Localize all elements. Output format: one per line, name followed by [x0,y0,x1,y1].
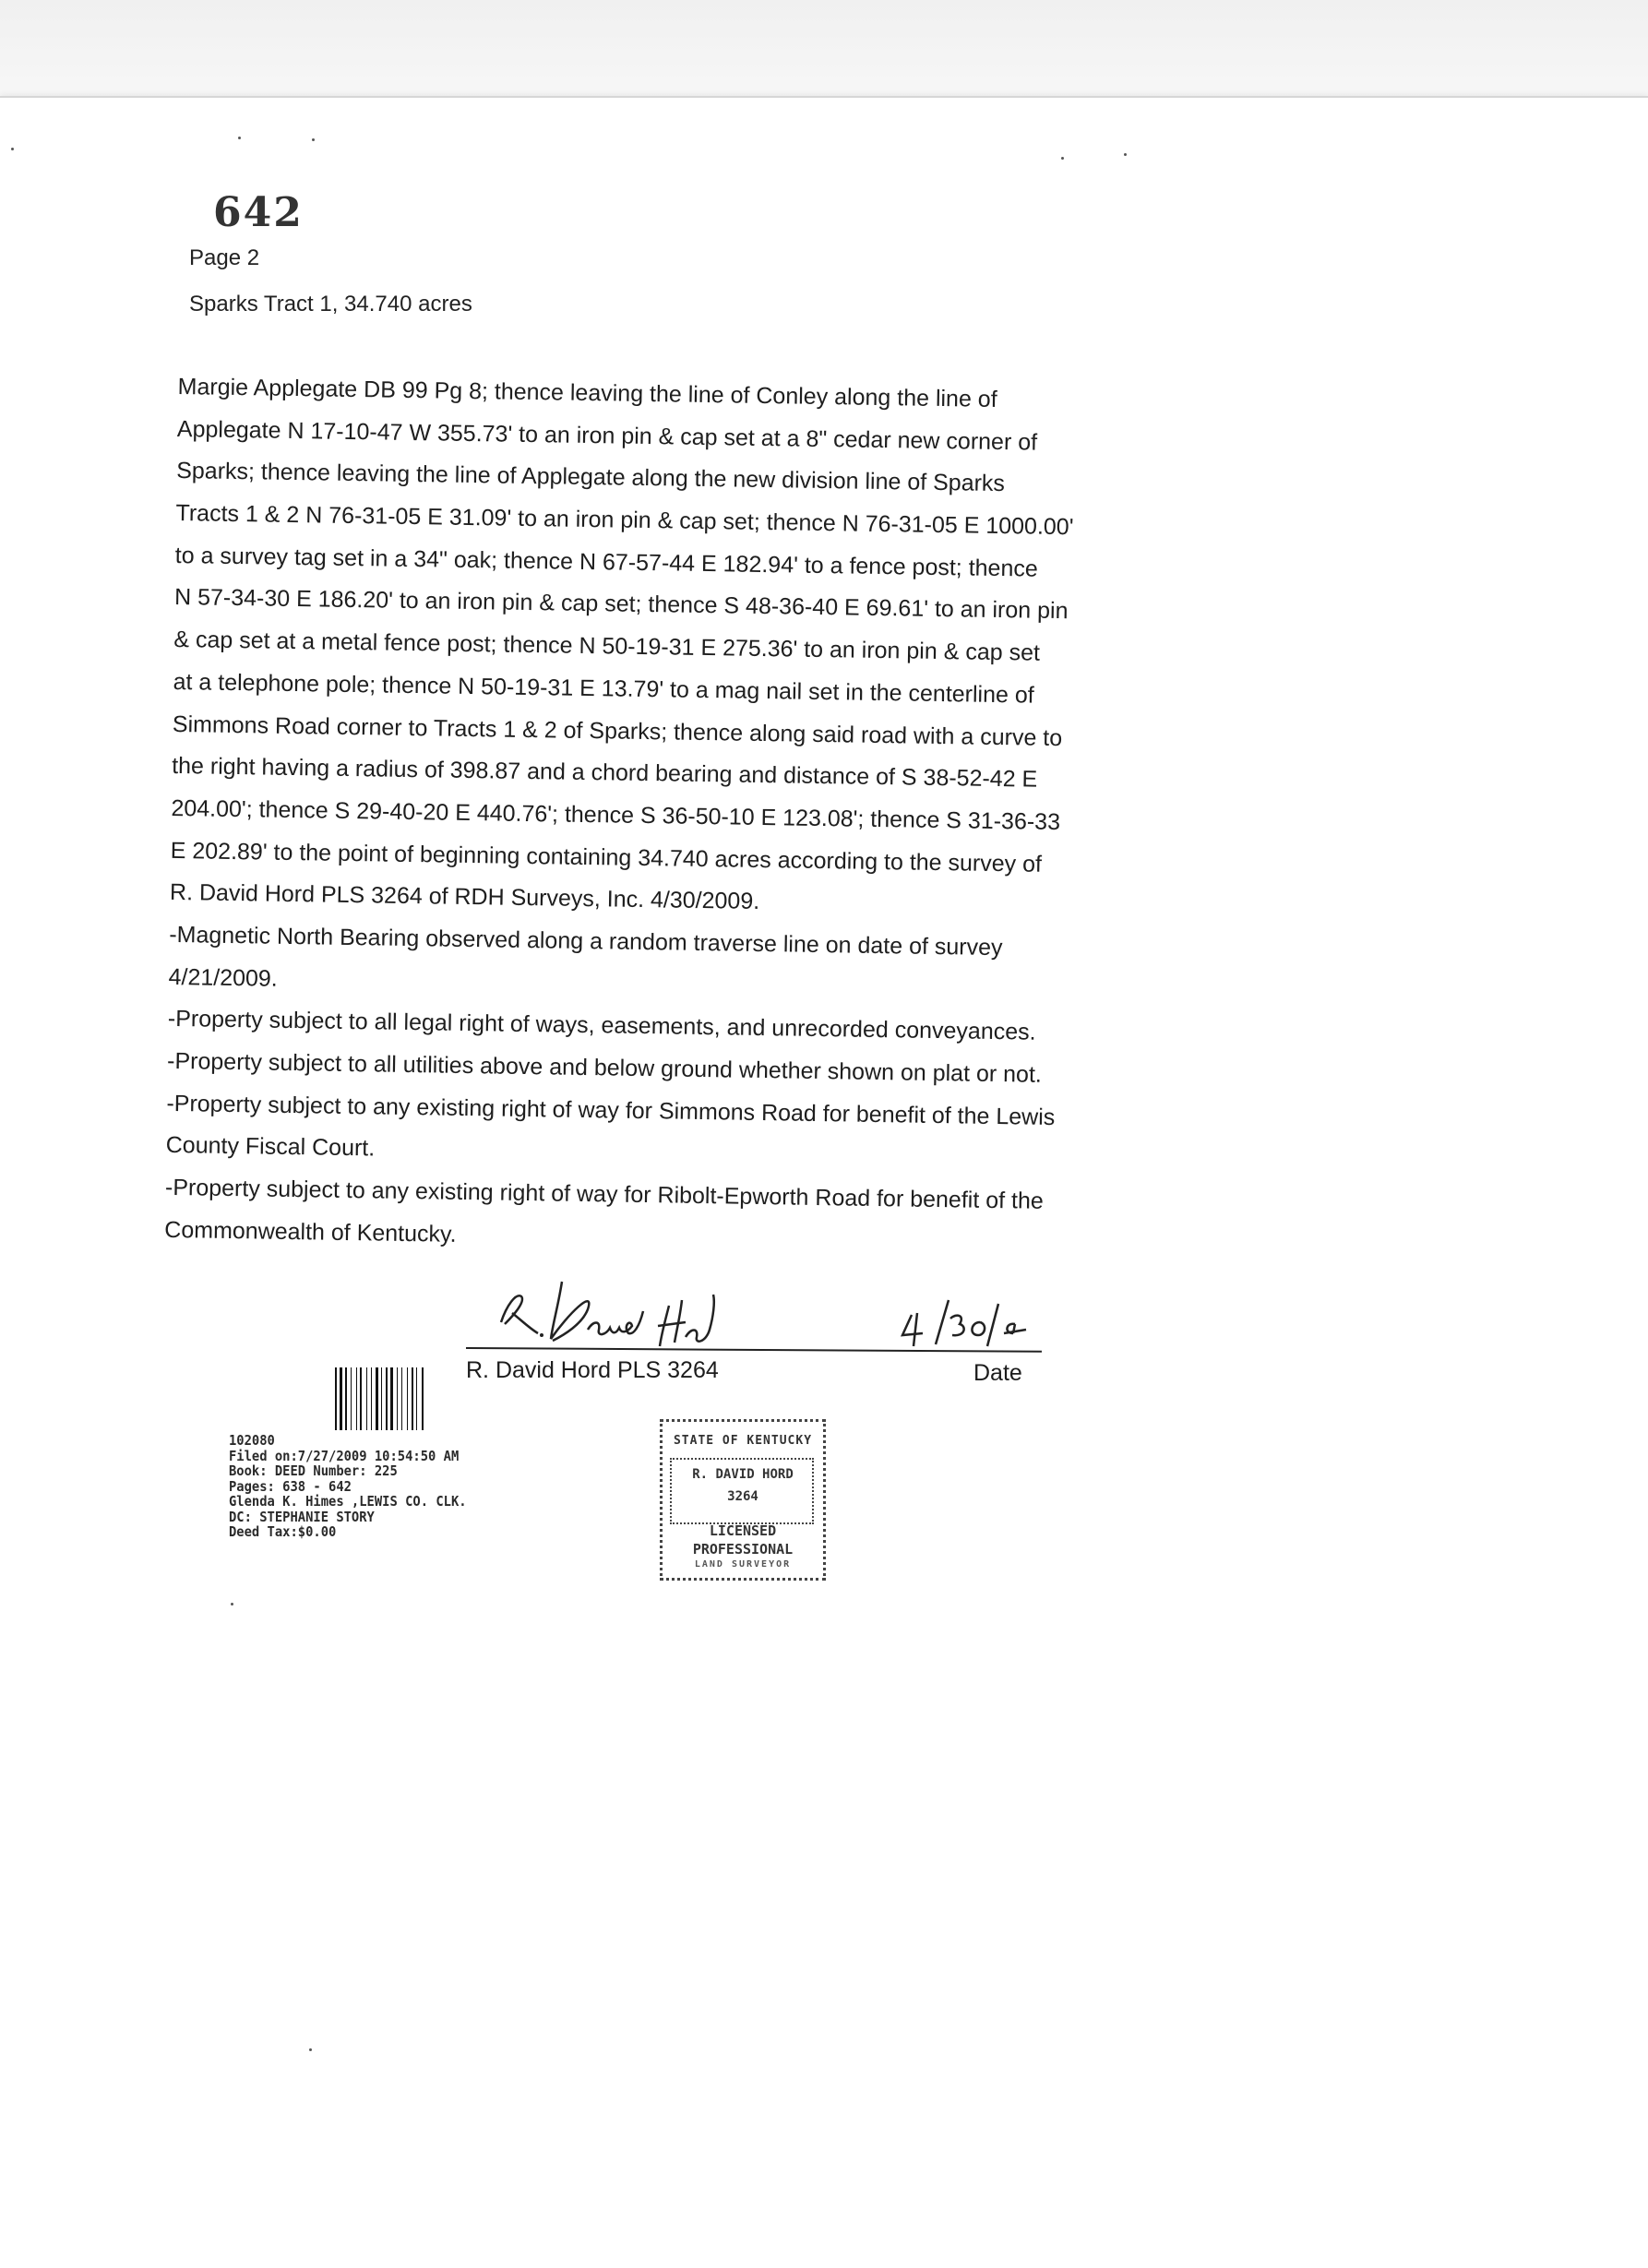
legal-description-line: -Property subject to all utilities above and below ground whether shown on plat or not. [166,1047,1043,1088]
barcode-bar [340,1367,342,1430]
scan-speck [1124,153,1127,156]
surveyor-name: R. David Hord PLS 3264 [466,1357,719,1383]
barcode-bar [422,1367,424,1430]
barcode-bar [366,1367,367,1430]
legal-description-line: 204.00'; thence S 29-40-20 E 440.76'; thence S 36-50-10 E 123.08'; thence S 31-36-33 [171,794,1061,835]
legal-description-line: Commonwealth of Kentucky. [164,1216,457,1247]
scan-speck [1061,157,1064,160]
barcode-bar [371,1367,372,1430]
legal-description-line: Simmons Road corner to Tracts 1 & 2 of Sparks; thence along said road with a curve to [172,710,1063,751]
barcode-bar [360,1367,362,1430]
barcode-bar [401,1367,402,1430]
legal-description-line: Tracts 1 & 2 N 76-31-05 E 31.09' to an iron pin & cap set; thence N 76-31-05 E 1000.00' [175,500,1074,541]
scan-speck [309,2048,312,2051]
barcode-image [335,1367,470,1430]
seal-bottom-text: LAND SURVEYOR [694,1559,792,1570]
filing-stamp-line: Book: DEED Number: 225 [229,1462,398,1479]
barcode-bar [412,1367,413,1430]
filing-stamp-line: Pages: 638 - 642 [229,1477,352,1495]
seal-number: 3264 [727,1489,758,1504]
barcode-bar [381,1367,382,1430]
date-label: Date [973,1360,1022,1386]
legal-description-line: at a telephone pole; thence N 50-19-31 E 13.79' to a mag nail set in the centerline of [173,668,1034,709]
scan-speck [11,148,14,150]
scan-speck [312,138,315,141]
barcode-bar [407,1367,408,1430]
legal-description-line: the right having a radius of 398.87 and a chord bearing and distance of S 38-52-42 E [171,753,1038,793]
barcode-bar [390,1367,393,1430]
seal-name: R. DAVID HORD [692,1467,794,1482]
barcode-bar [386,1367,388,1430]
seal-professional: PROFESSIONAL [692,1541,794,1558]
legal-description-line: -Property subject to all legal right of ways, easements, and unrecorded conveyances. [167,1006,1036,1046]
legal-description-line: -Property subject to any existing right of way for Simmons Road for benefit of the Lewis [166,1090,1056,1130]
legal-description-line: Applegate N 17-10-47 W 355.73' to an iron pin & cap set at a 8" cedar new corner of [176,415,1038,456]
legal-description-line: -Magnetic North Bearing observed along a random traverse line on date of survey [169,921,1003,961]
barcode-bar [335,1367,337,1430]
legal-description-line: Margie Applegate DB 99 Pg 8; thence leaving the line of Conley along the line of [177,373,997,412]
legal-description-line: & cap set at a metal fence post; thence N 50-19-31 E 275.36' to an iron pin & cap set [173,627,1041,666]
legal-description-line: Sparks; thence leaving the line of Applegate along the new division line of Sparks [175,458,1006,497]
filing-stamp-line: Deed Tax:$0.00 [229,1523,337,1540]
seal-licensed: LICENSED [709,1522,777,1539]
legal-description-line: County Fiscal Court. [165,1132,376,1162]
filing-stamp [229,1433,467,1540]
signature-block [466,1269,1057,1398]
seal-state: STATE OF KENTUCKY [673,1434,813,1448]
barcode-bar [351,1367,352,1430]
filing-stamp-line: Filed on:7/27/2009 10:54:50 AM [229,1447,460,1464]
barcode-bar [376,1367,378,1430]
scan-speck [231,1603,233,1606]
scan-speck [238,137,241,139]
barcode-bar [397,1367,398,1430]
page-label: Page 2 [189,245,260,270]
filing-stamp-line: Glenda K. Himes ,LEWIS CO. CLK. [229,1493,467,1510]
barcode-bar [356,1367,357,1430]
surveyor-seal [660,1419,826,1581]
barcode-bar [345,1367,347,1430]
legal-description-line: E 202.89' to the point of beginning containing 34.740 acres according to the survey of [170,837,1043,877]
scanner-background [0,0,1648,100]
filing-stamp-line: DC: STEPHANIE STORY [229,1508,375,1525]
legal-description-line: -Property subject to any existing right of way for Ribolt-Epworth Road for benefit of the [164,1174,1044,1214]
legal-description [164,366,1156,1267]
legal-description-line: 4/21/2009. [168,963,278,992]
tract-title: Sparks Tract 1, 34.740 acres [189,292,472,316]
legal-description-line: N 57-34-30 E 186.20' to an iron pin & cap set; thence S 48-36-40 E 69.61' to an iron pin [173,584,1069,625]
legal-description-line: to a survey tag set in a 34" oak; thence N 67-57-44 E 182.94' to a fence post; thence [174,542,1038,582]
legal-description-line: R. David Hord PLS 3264 of RDH Surveys, Inc. 4/30/2009. [169,879,760,915]
filing-stamp-line: 102080 [229,1432,275,1449]
barcode-bar [416,1367,417,1430]
handwritten-date-image [895,1287,1033,1352]
page-number: 642 [213,189,304,236]
